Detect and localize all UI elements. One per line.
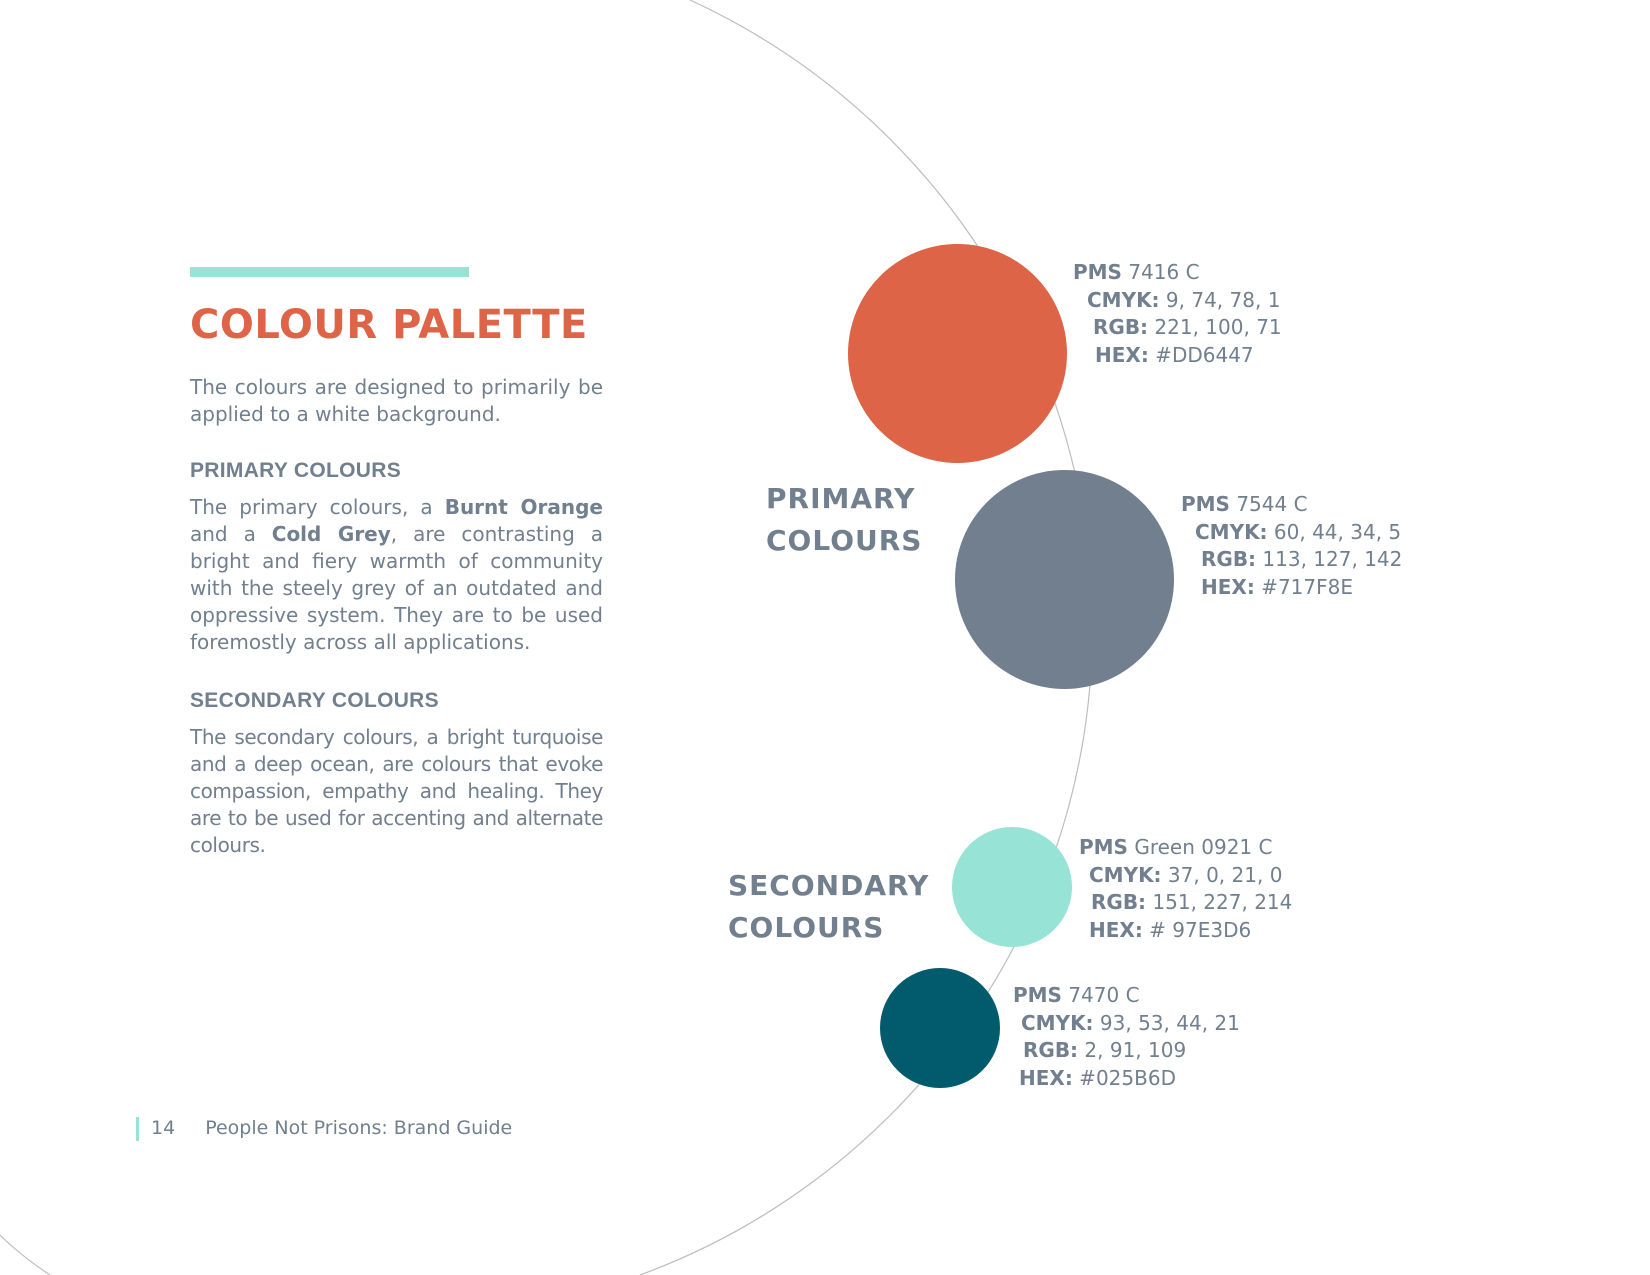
spec-pms	[1181, 491, 1402, 519]
spec-rgb	[1013, 1037, 1240, 1065]
secondary-colours-text: The secondary colours, a bright turquoise and a deep ocean, are colours that evoke compassion, empathy and healing. They are to be used for accenting and alternate colours.	[190, 725, 603, 857]
primary-label-line: PRIMARY	[766, 482, 916, 515]
spec-value: 60, 44, 34, 5	[1267, 519, 1402, 544]
primary-colours-label	[766, 478, 922, 562]
page-footer	[136, 1115, 512, 1141]
spec-key: PMS	[1073, 260, 1122, 284]
spec-value: 151, 227, 214	[1146, 890, 1293, 914]
spec-hex	[1181, 574, 1402, 602]
spec-value: Green 0921 C	[1127, 835, 1273, 859]
spec-key: CMYK:	[1089, 862, 1162, 887]
primary-text-part: and a	[190, 522, 272, 546]
swatch-cold-grey	[955, 470, 1174, 689]
page-number: 14	[151, 1117, 176, 1139]
intro-text: The colours are designed to primarily be applied to a white background.	[190, 375, 603, 426]
spec-cold-grey	[1181, 491, 1402, 601]
spec-rgb	[1073, 314, 1282, 342]
spec-value: 7416 C	[1121, 260, 1200, 284]
secondary-label-line: COLOURS	[728, 911, 885, 944]
spec-value: #DD6447	[1148, 342, 1254, 367]
primary-label-line: COLOURS	[766, 524, 923, 557]
spec-hex	[1079, 917, 1292, 945]
spec-value: #717F8E	[1254, 574, 1353, 599]
spec-key: PMS	[1079, 835, 1128, 859]
primary-text-part: , are contrasting a bright and fiery warmth of community with the steely grey of an outdated and oppressive system. They are to be used foremostly across all applications.	[190, 522, 603, 654]
spec-key: HEX:	[1201, 574, 1255, 599]
primary-text-part: The primary colours, a	[190, 495, 445, 519]
spec-value: # 97E3D6	[1142, 917, 1252, 942]
intro-block	[190, 374, 603, 428]
spec-key: HEX:	[1089, 917, 1143, 942]
spec-value: 93, 53, 44, 21	[1093, 1010, 1240, 1035]
secondary-label-line: SECONDARY	[728, 869, 930, 902]
secondary-colours-label	[728, 865, 929, 949]
spec-key: CMYK:	[1021, 1010, 1094, 1035]
spec-value: 7544 C	[1229, 492, 1308, 516]
swatch-deep-ocean	[880, 968, 1000, 1088]
swatch-burnt-orange	[848, 244, 1067, 463]
spec-pms	[1079, 834, 1292, 862]
spec-key: CMYK:	[1195, 519, 1268, 544]
spec-cmyk	[1013, 1010, 1240, 1038]
spec-value: 9, 74, 78, 1	[1159, 287, 1281, 312]
spec-key: RGB:	[1093, 315, 1149, 339]
spec-key: PMS	[1013, 983, 1062, 1007]
spec-key: HEX:	[1019, 1065, 1073, 1090]
spec-value: #025B6D	[1072, 1065, 1176, 1090]
spec-key: HEX:	[1095, 342, 1149, 367]
document-title: People Not Prisons: Brand Guide	[205, 1117, 513, 1139]
spec-value: 113, 127, 142	[1256, 547, 1403, 571]
spec-burnt-orange	[1073, 259, 1282, 369]
spec-key: PMS	[1181, 492, 1230, 516]
secondary-colours-heading: SECONDARY COLOURS	[190, 689, 439, 712]
footer-accent-mark	[136, 1117, 139, 1141]
spec-cmyk	[1073, 287, 1282, 315]
spec-rgb	[1079, 889, 1292, 917]
page-title: COLOUR PALETTE	[190, 302, 588, 348]
burnt-orange-name: Burnt Orange	[444, 495, 604, 519]
spec-cmyk	[1181, 519, 1402, 547]
spec-key: RGB:	[1023, 1038, 1079, 1062]
swatch-bright-turquoise	[952, 827, 1072, 947]
secondary-text-block	[190, 724, 603, 859]
spec-hex	[1013, 1065, 1240, 1093]
spec-key: CMYK:	[1087, 287, 1160, 312]
primary-colours-heading: PRIMARY COLOURS	[190, 459, 402, 482]
spec-value: 2, 91, 109	[1078, 1038, 1187, 1062]
title-accent-bar	[190, 267, 469, 277]
spec-deep-ocean	[1013, 982, 1240, 1092]
primary-colours-text	[190, 494, 603, 656]
primary-text-block	[190, 494, 603, 656]
spec-key: RGB:	[1091, 890, 1147, 914]
spec-key: RGB:	[1201, 547, 1257, 571]
spec-bright-turquoise	[1079, 834, 1292, 944]
cold-grey-name: Cold Grey	[271, 522, 391, 546]
spec-value: 7470 C	[1061, 983, 1140, 1007]
spec-cmyk	[1079, 862, 1292, 890]
spec-value: 221, 100, 71	[1148, 315, 1282, 339]
spec-value: 37, 0, 21, 0	[1161, 862, 1283, 887]
spec-pms	[1013, 982, 1240, 1010]
spec-pms	[1073, 259, 1282, 287]
spec-rgb	[1181, 546, 1402, 574]
spec-hex	[1073, 342, 1282, 370]
arc-line-left	[0, 1235, 50, 1275]
